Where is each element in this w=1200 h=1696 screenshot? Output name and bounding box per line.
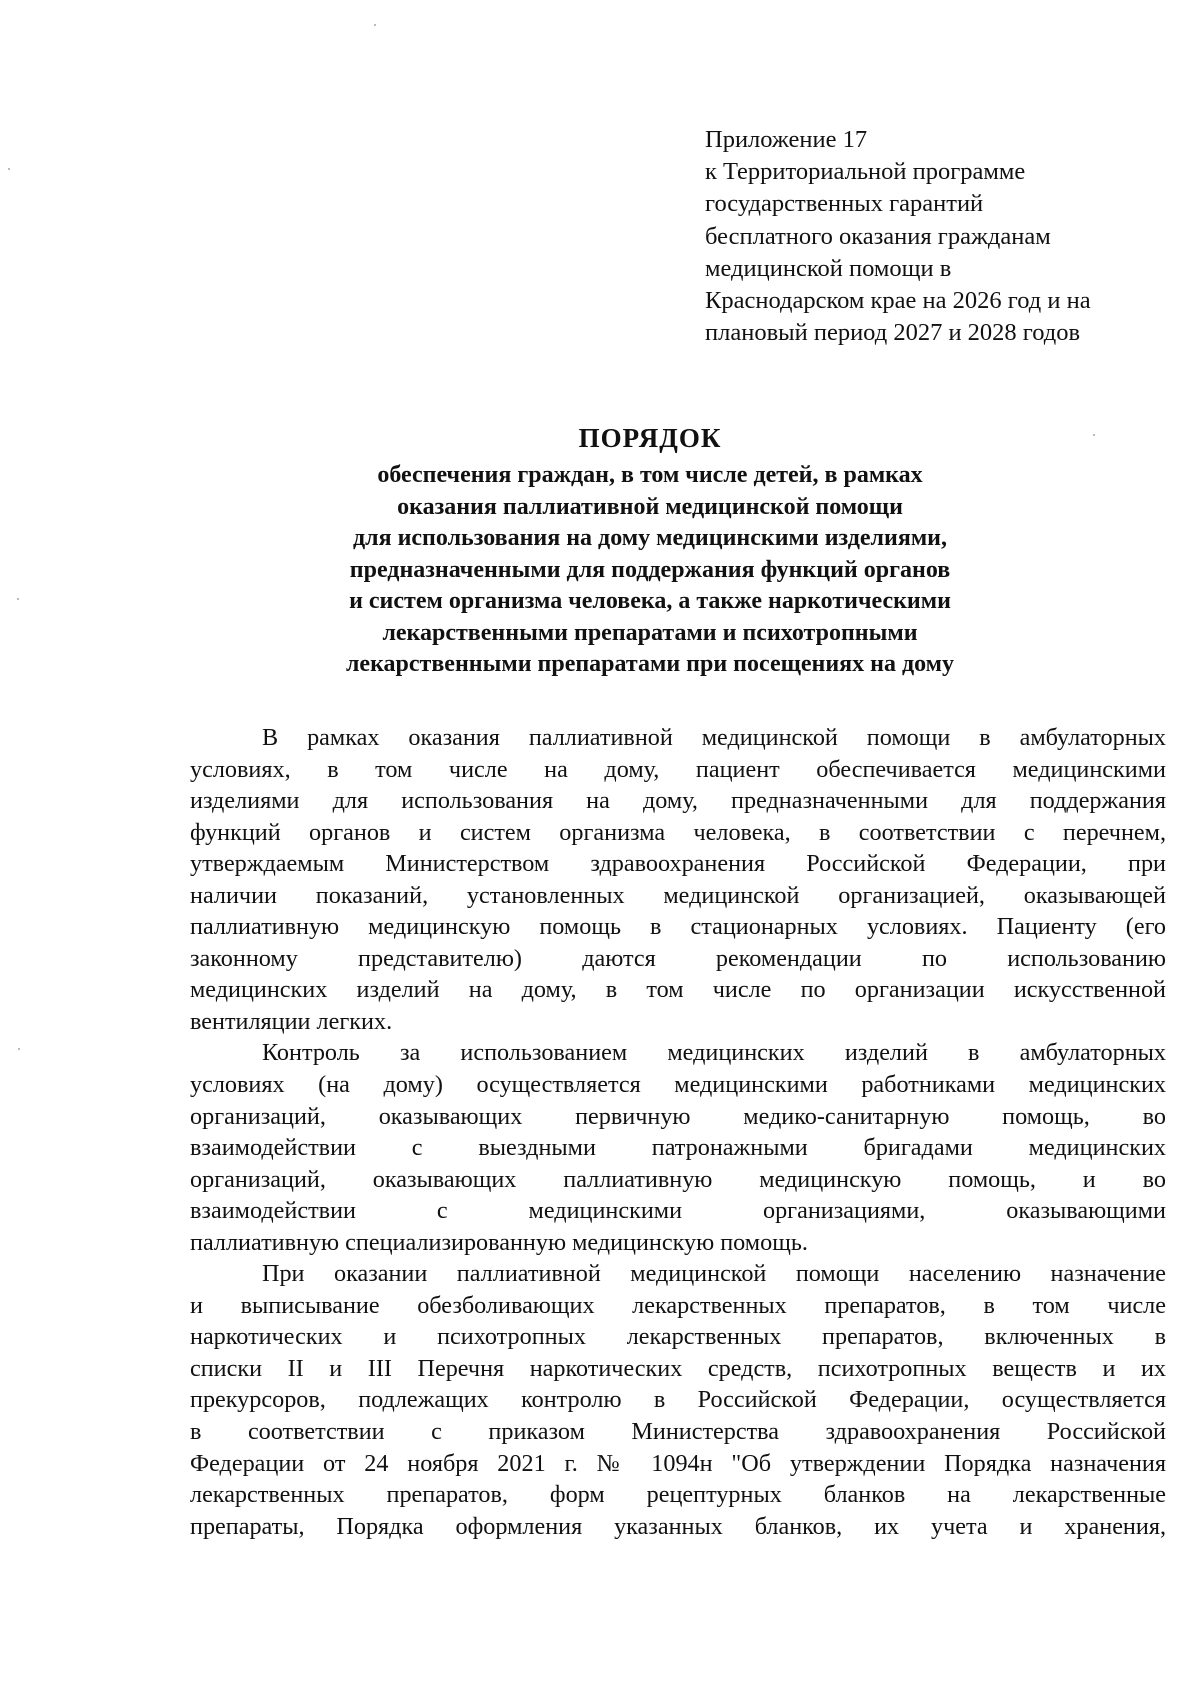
document-body [190, 722, 1166, 1542]
appendix-line: Краснодарском крае на 2026 год и на [705, 287, 1091, 315]
appendix-line: медицинской помощи в [705, 254, 952, 282]
text-line: При оказании паллиативной медицинской помощи населению назначение [262, 1260, 1166, 1288]
title-subtitle-line: лекарственными препаратами и психотропными [382, 619, 918, 646]
text-line: прекурсоров, подлежащих контролю в Российской Федерации, осуществляется [190, 1386, 1166, 1414]
text-line: Контроль за использованием медицинских изделий в амбулаторных [262, 1039, 1166, 1067]
title-subtitle-line: для использования на дому медицинскими изделиями, [352, 525, 947, 551]
text-line: списки II и III Перечня наркотических средств, психотропных веществ и их [190, 1354, 1166, 1382]
scan-speck [18, 1048, 20, 1050]
scan-speck [8, 168, 10, 170]
appendix-header [705, 124, 1175, 349]
title-heading: ПОРЯДОК [578, 423, 722, 453]
text-line: в соответствии с приказом Министерства здравоохранения Российской [190, 1418, 1166, 1446]
text-line: Федерации от 24 ноября 2021 г. № 1094н "Об утверждении Порядка назначения [190, 1449, 1166, 1477]
text-line: утверждаемым Министерством здравоохранения Российской Федерации, при [190, 850, 1166, 878]
text-line: функций органов и систем организма человека, в соответствии с перечнем, [190, 818, 1166, 846]
paragraph-usage-control [190, 1037, 1166, 1258]
title-subtitle-line: оказания паллиативной медицинской помощи [397, 493, 903, 520]
text-line: вентиляции легких. [190, 1007, 393, 1035]
appendix-line: к Территориальной программе [705, 158, 1026, 186]
text-line: взаимодействии с выездными патронажными бригадами медицинских [190, 1134, 1166, 1162]
title-subtitle-line: и систем организма человека, а также наркотическими [349, 588, 951, 614]
title-subtitle-line: обеспечения граждан, в том числе детей, в рамках [377, 462, 923, 488]
appendix-line: Приложение 17 [705, 126, 868, 153]
text-line: паллиативную медицинскую помощь в стационарных условиях. Пациенту (его [190, 913, 1166, 941]
text-line: условиях, в том числе на дому, пациент обеспечивается медицинскими [190, 755, 1166, 783]
text-line: взаимодействии с медицинскими организациями, оказывающими [190, 1197, 1166, 1225]
text-line: наркотических и психотропных лекарственных препаратов, включенных в [190, 1323, 1166, 1351]
text-line: изделиями для использования на дому, предназначенными для поддержания [190, 787, 1166, 815]
title-subtitle-line: лекарственными препаратами при посещениях на дому [345, 651, 955, 677]
text-line: и выписывание обезболивающих лекарственных препаратов, в том числе [190, 1291, 1166, 1319]
title-subtitle-line: предназначенными для поддержания функций органов [349, 556, 951, 583]
text-line: паллиативную специализированную медицинскую помощь. [190, 1228, 808, 1256]
text-line: лекарственных препаратов, форм рецептурных бланков на лекарственные [190, 1481, 1166, 1509]
text-line: В рамках оказания паллиативной медицинской помощи в амбулаторных [262, 724, 1166, 751]
appendix-line: государственных гарантий [705, 190, 984, 218]
scan-speck [374, 24, 376, 26]
text-line: наличии показаний, установленных медицинской организацией, оказывающей [190, 881, 1166, 909]
appendix-line: плановый период 2027 и 2028 годов [705, 319, 1081, 347]
text-line: препараты, Порядка оформления указанных бланков, их учета и хранения, [190, 1512, 1166, 1540]
document-title [150, 418, 1150, 681]
text-line: медицинских изделий на дому, в том числе по организации искусственной [190, 976, 1166, 1004]
paragraph-prescription [190, 1258, 1166, 1542]
appendix-line: бесплатного оказания гражданам [705, 222, 1051, 250]
scan-speck [17, 598, 19, 600]
text-line: организаций, оказывающих паллиативную медицинскую помощь, и во [190, 1165, 1166, 1193]
text-line: законному представителю) даются рекомендации по использованию [190, 944, 1166, 972]
text-line: условиях (на дому) осуществляется медицинскими работниками медицинских [190, 1071, 1166, 1099]
paragraph-home-devices [190, 722, 1166, 1037]
text-line: организаций, оказывающих первичную медико-санитарную помощь, во [190, 1102, 1166, 1130]
